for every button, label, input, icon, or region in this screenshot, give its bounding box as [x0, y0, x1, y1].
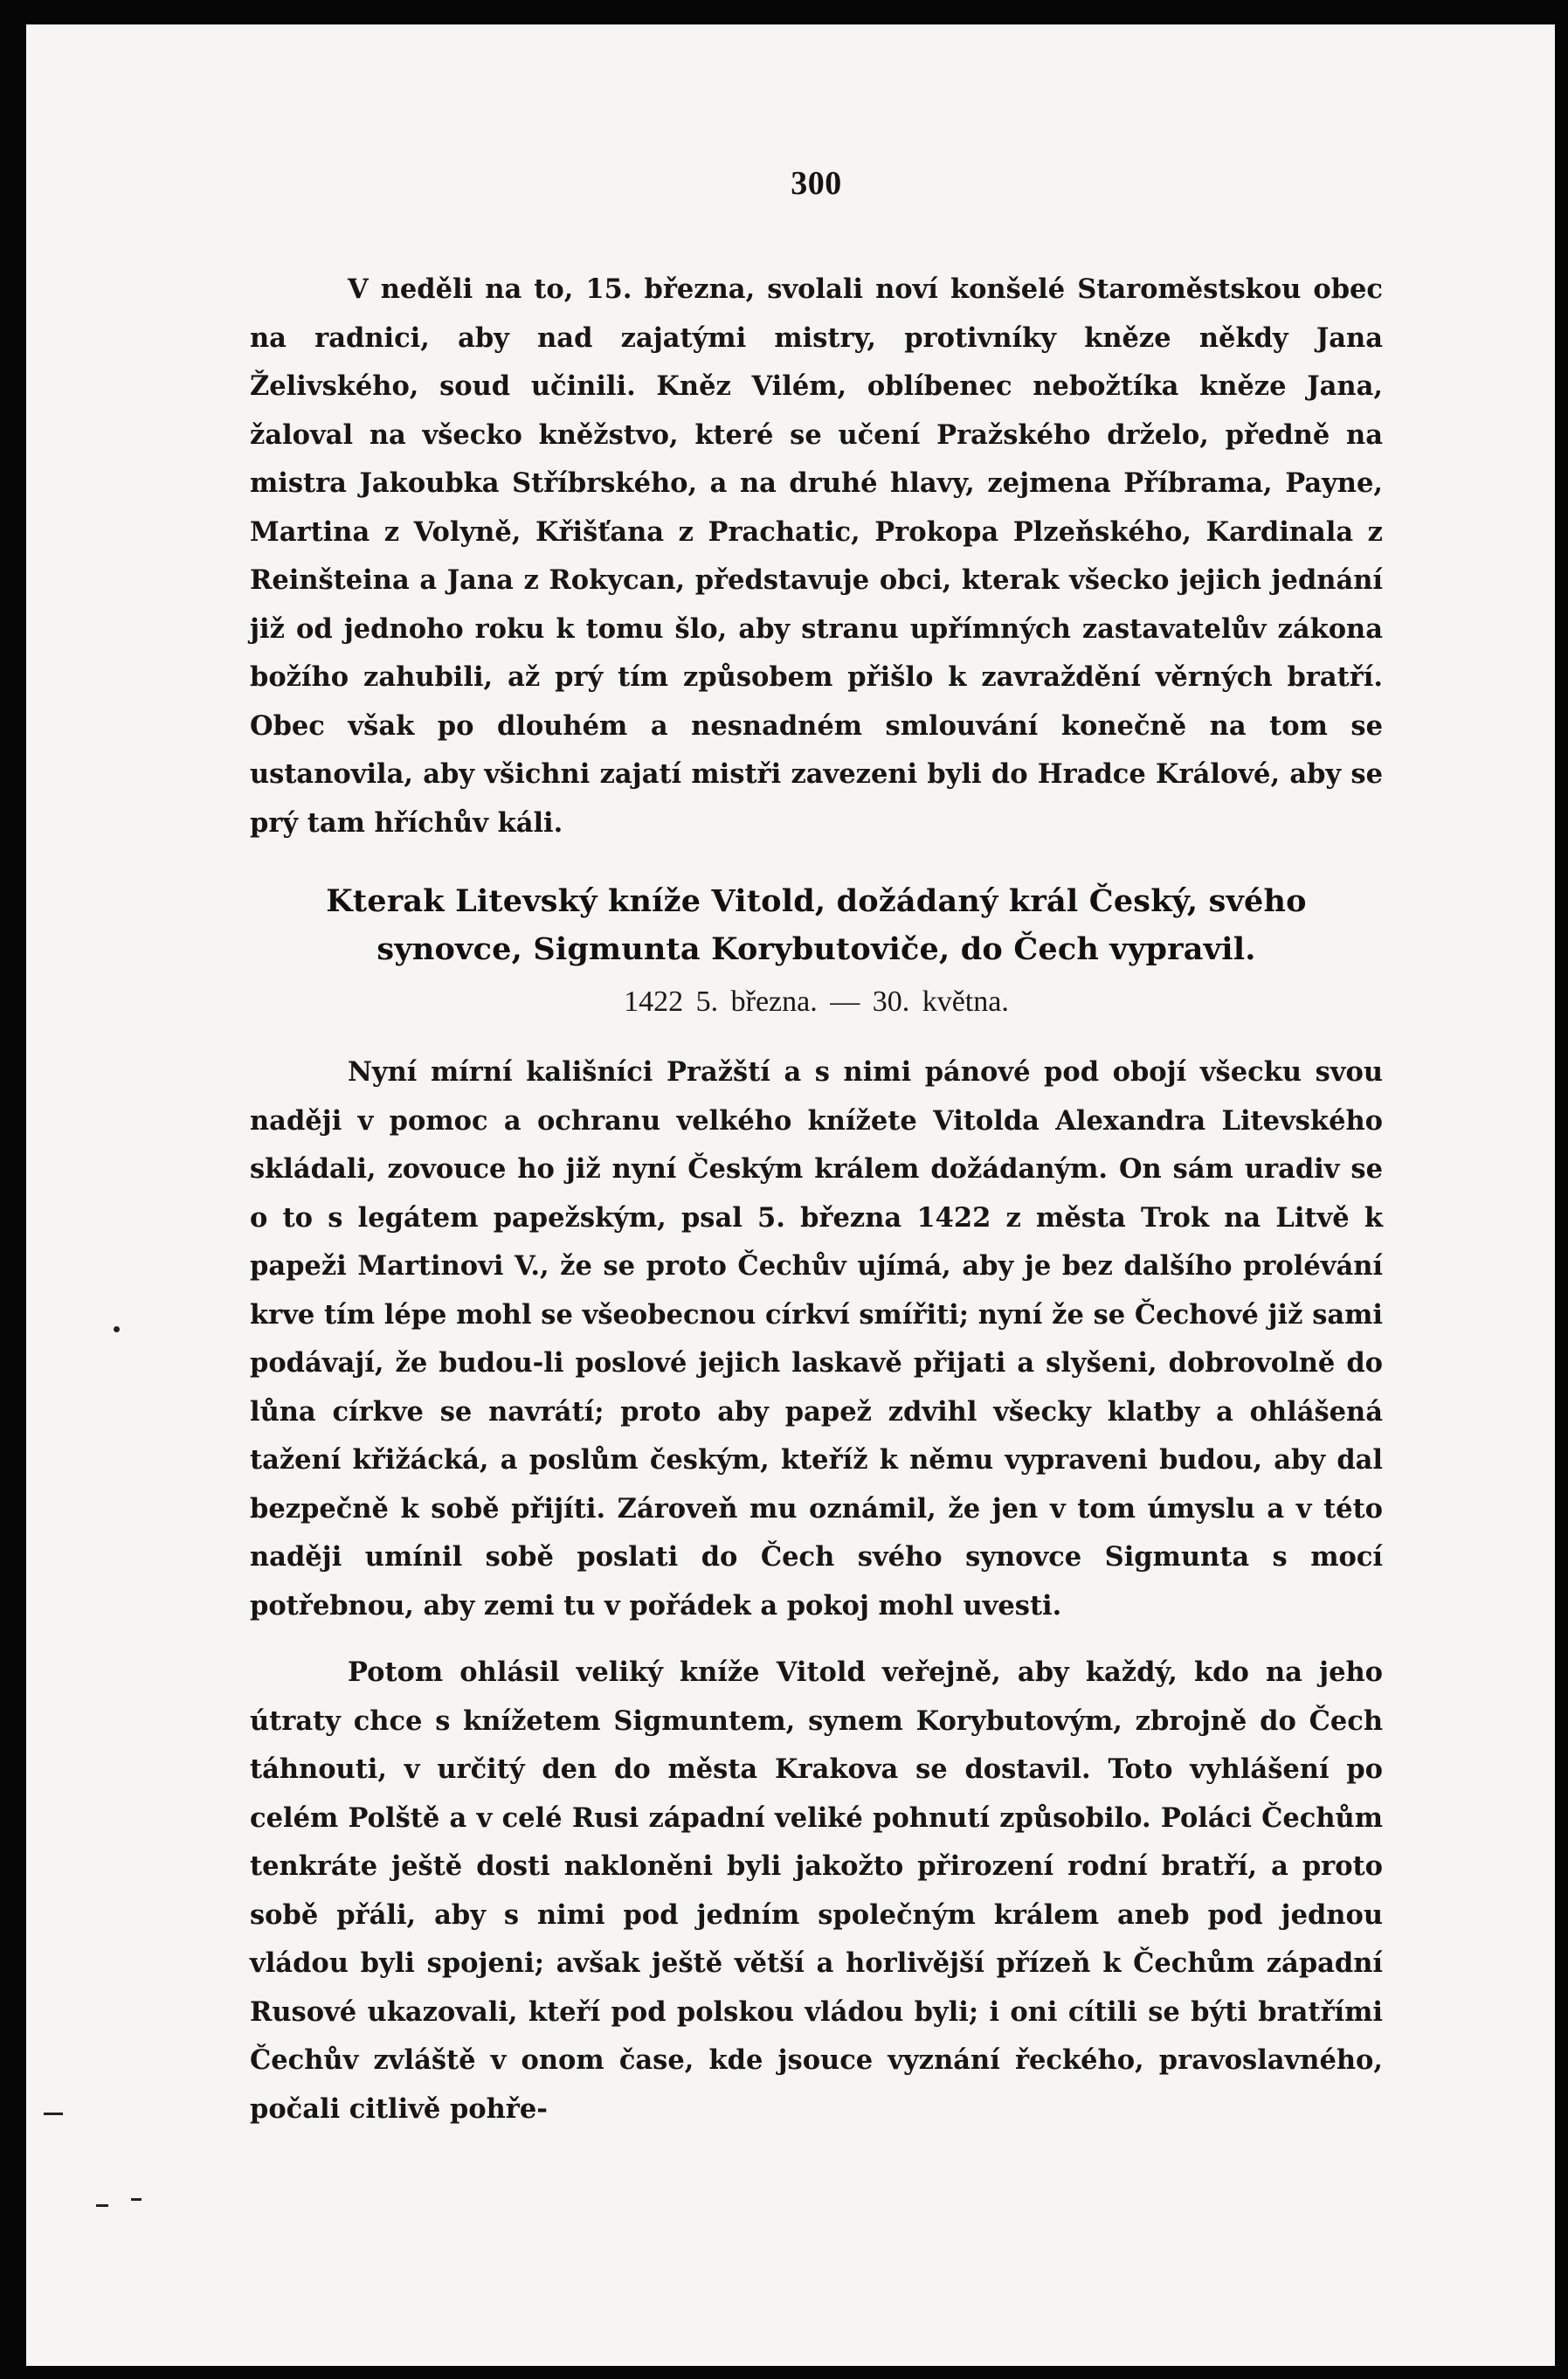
page-number: 300 [791, 165, 842, 202]
paragraph-1: V neděli na to, 15. března, svolali noví konšelé Staroměstskou obec na radnici, aby nad zajatými mistry, protivníky kněze někdy Jana Želivského, soud učinili. Kněz Vilém, oblíbenec nebožtíka kněze Jana, žaloval na všecko kněžstvo, které se učení Pražského drželo, předně na mistra Jakoubka Stříbrského, a na druhé hlavy, zejmena Příbrama, Payne, Martina z Volyně, Křišťana z Prachatic, Prokopa Plzeňského, Kardinala z Reinšteina a Jana z Rokycan, představuje obci, kterak všecko jejich jednání již od jednoho roku k tomu šlo, aby stranu upřímných zastavatelův zákona božího zahubili, až prý tím způsobem přišlo k zavraždění věrných bratří. Obec však po dlouhém a nesnadném smlouvání konečně na tom se ustanovila, aby všichni zajatí mistři zavezeni byli do Hradce Králové, aby se prý tam hříchův káli. [250, 273, 1383, 839]
scan-mark [96, 2204, 108, 2207]
paragraph-3: Potom ohlásil veliký kníže Vitold veřejně, aby každý, kdo na jeho útraty chce s knížetem Sigmuntem, synem Korybutovým, zbrojně do Čech táhnouti, v určitý den do města Krakova se dostavil. Toto vyhlášení po celém Polště a v celé Rusi západní veliké pohnutí způsobilo. Poláci Čechům tenkráte ještě dosti nakloněni byli jakožto přirození rodní bratří, a proto sobě přáli, aby s nimi pod jedním společným králem aneb pod jednou vládou byli spojeni; avšak ještě větší a horlivější přízeň k Čechům západní Rusové ukazovali, kteří pod polskou vládou byli; i oni cítili se býti bratřími Čechův zvláště v onom čase, kde jsouce vyznání řeckého, pravoslavného, počali citlivě pohře- [250, 1656, 1383, 2125]
date-range: 1422 5. března. — 30. května. [624, 985, 1009, 1018]
scan-mark [44, 2113, 63, 2115]
scan-speck [114, 1326, 120, 1332]
section-heading: Kterak Litevský kníže Vitold, dožádaný král Český, svého synovce, Sigmunta Korybutoviče, do Čech vypravil. [326, 883, 1307, 967]
paragraph-2: Nyní mírní kališníci Pražští a s nimi pánové pod obojí všecku svou naději v pomoc a ochranu velkého knížete Vitolda Alexandra Litevského skládali, zovouce ho již nyní Českým králem dožádaným. On sám uradiv se o to s legátem papežským, psal 5. března 1422 z města Trok na Litvě k papeži Martinovi V., že se proto Čechův ujímá, aby je bez dalšího prolévání krve tím lépe mohl se všeobecnou církví smířiti; nyní že se Čechové již sami podávají, že budou-li poslové jejich laskavě přijati a slyšeni, dobrovolně do lůna církve se navrátí; proto aby papež zdvihl všecky klatby a ohlášená tažení křižácká, a poslům českým, kteříž k němu vypraveni budou, aby dal bezpečně k sobě přijíti. Zároveň mu oznámil, že jen v tom úmyslu a v této naději umínil sobě poslati do Čech svého synovce Sigmunta s mocí potřebnou, aby zemi tu v pořádek a pokoj mohl uvesti. [250, 1056, 1383, 1622]
book-page [26, 24, 1555, 2366]
scan-mark [131, 2198, 142, 2201]
